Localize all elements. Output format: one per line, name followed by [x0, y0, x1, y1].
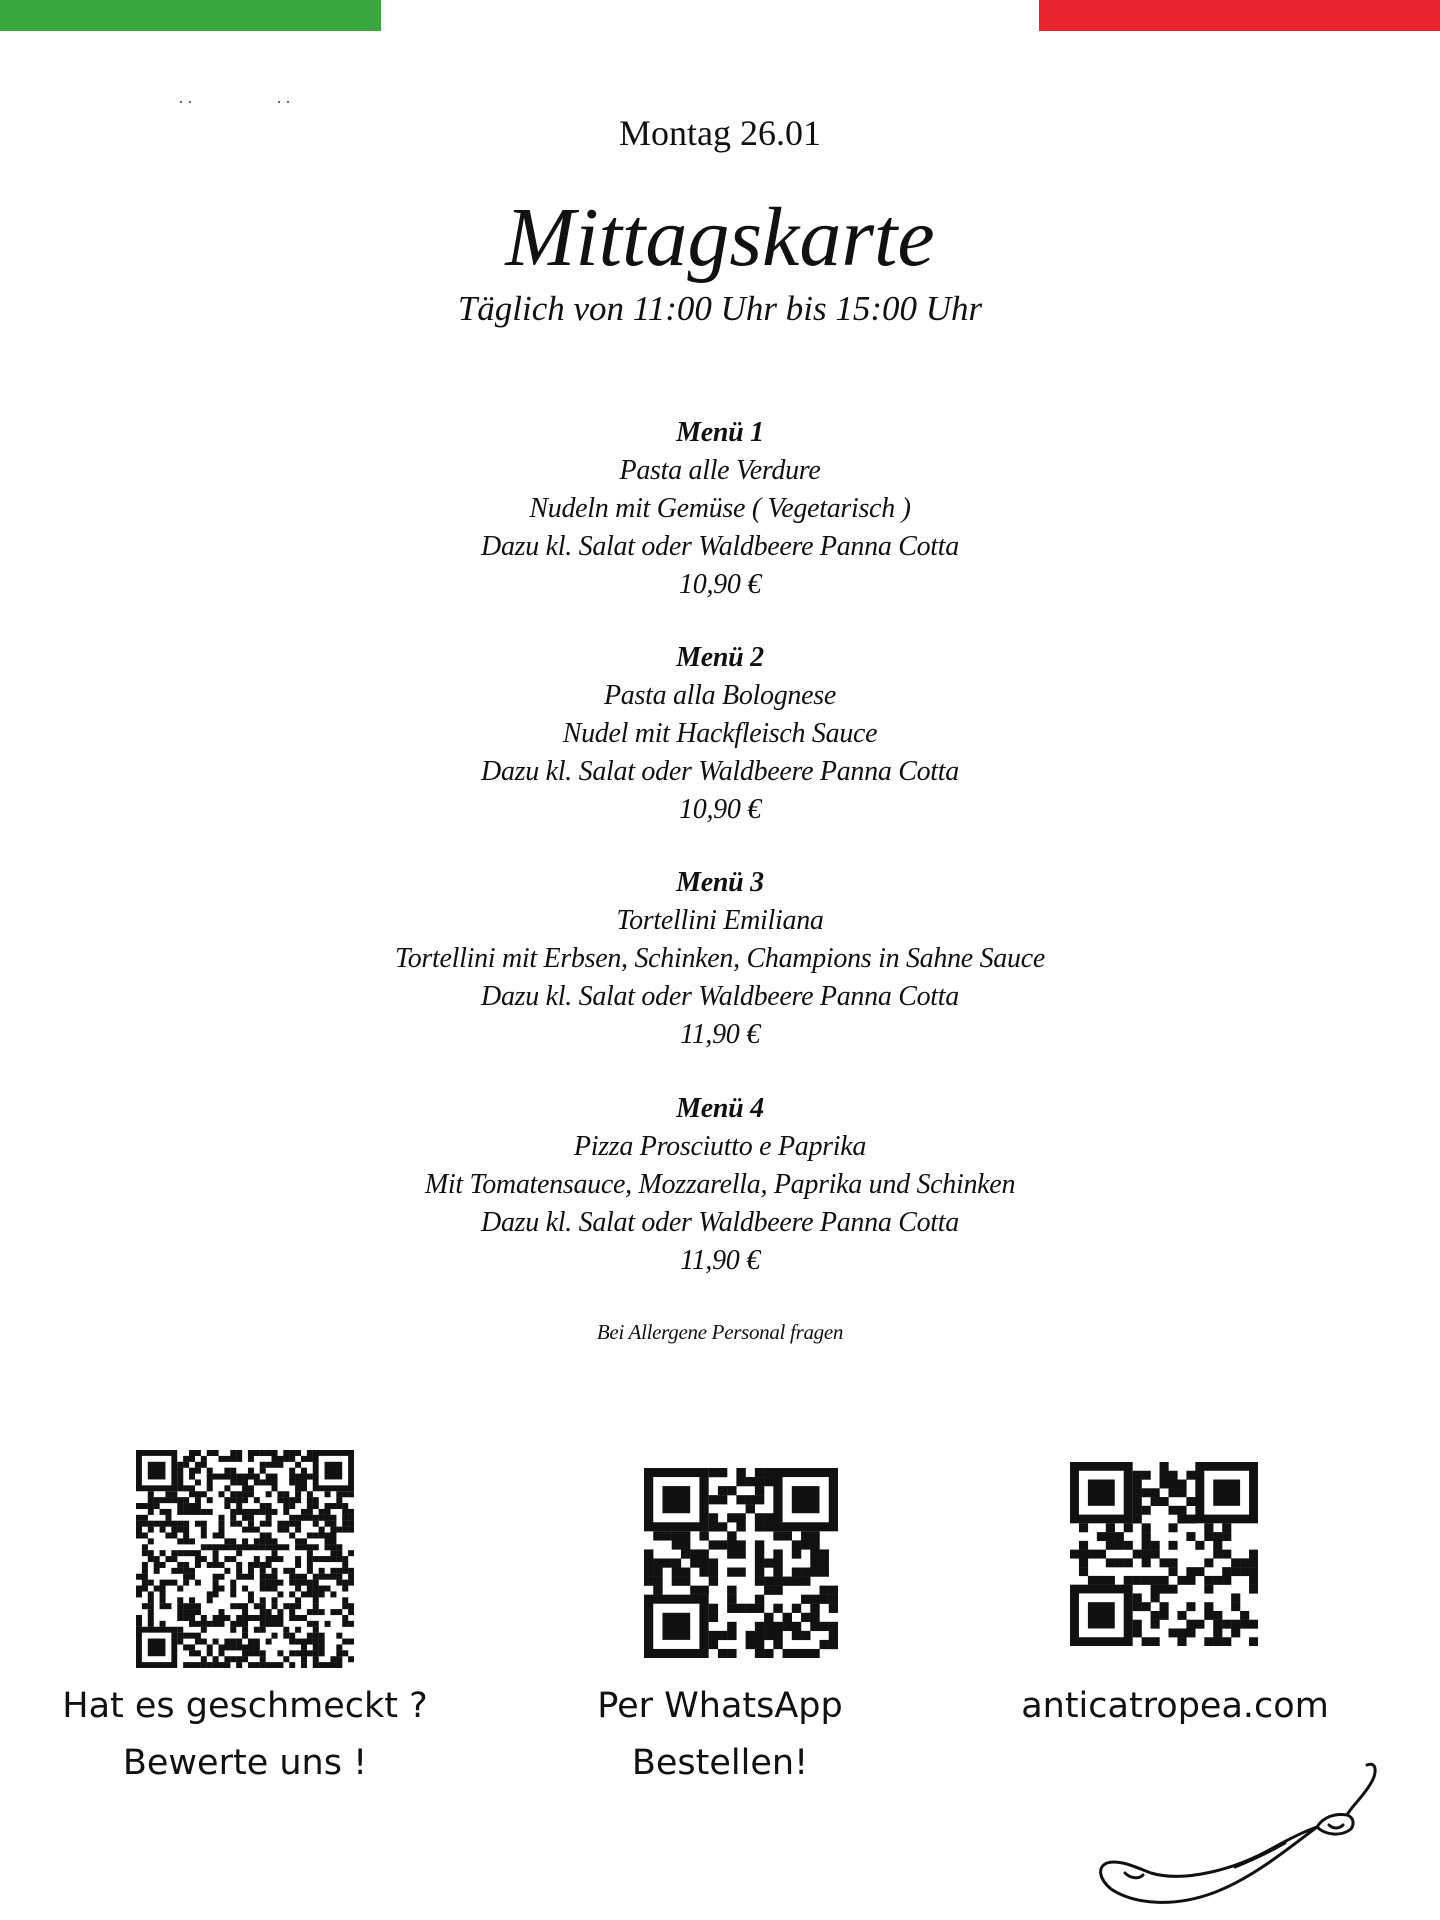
page-title: Mittagskarte: [505, 191, 935, 284]
menu-item-description: Mit Tomatensauce, Mozzarella, Paprika und Schinken: [424, 1169, 1016, 1200]
menu-item-name: Menü 2: [676, 642, 764, 673]
menu-item-name: Menü 3: [676, 867, 764, 898]
flag-stripe-red: [1039, 0, 1440, 31]
review-qr-line1: Hat es geschmeckt ?: [62, 1686, 428, 1726]
flag-stripe-green: [0, 0, 381, 31]
website-link[interactable]: anticatropea.com: [1021, 1686, 1329, 1726]
menu-item: [0, 1090, 1440, 1280]
opening-hours: Täglich von 11:00 Uhr bis 15:00 Uhr: [457, 289, 983, 328]
menu-item-side: Dazu kl. Salat oder Waldbeere Panna Cotta: [481, 756, 959, 787]
whatsapp-qr-label: [540, 1678, 900, 1792]
menu-item: [0, 414, 1440, 604]
allergen-note: Bei Allergene Personal fragen: [596, 1320, 844, 1344]
menu-item: [0, 864, 1440, 1054]
menu-item: [0, 639, 1440, 829]
review-qr-line2: Bewerte uns !: [122, 1743, 368, 1783]
menu-item-dish: Pizza Prosciutto e Paprika: [573, 1131, 867, 1162]
menu-item-side: Dazu kl. Salat oder Waldbeere Panna Cotta: [481, 1207, 959, 1238]
menu-item-price: 11,90 €: [680, 1245, 760, 1276]
menu-item-side: Dazu kl. Salat oder Waldbeere Panna Cotta: [481, 981, 959, 1012]
chili-pepper-icon: [1085, 1755, 1395, 1920]
menu-item-description: Tortellini mit Erbsen, Schinken, Champions in Sahne Sauce: [395, 943, 1045, 974]
menu-item-price: 11,90 €: [680, 1019, 760, 1050]
decorative-dots: ··: [276, 92, 294, 112]
website-qr-label: [990, 1678, 1360, 1735]
menu-item-price: 10,90 €: [679, 569, 761, 600]
qr-code-icon[interactable]: [644, 1468, 838, 1658]
qr-code-icon[interactable]: [1070, 1462, 1258, 1646]
whatsapp-qr-line2: Bestellen!: [631, 1743, 809, 1783]
menu-item-dish: Pasta alle Verdure: [619, 455, 821, 486]
menu-item-name: Menü 1: [676, 417, 764, 448]
qr-code-icon[interactable]: [136, 1450, 354, 1668]
whatsapp-qr-line1: Per WhatsApp: [597, 1686, 843, 1726]
review-qr-label: [40, 1678, 450, 1792]
menu-item-name: Menü 4: [676, 1093, 764, 1124]
menu-item-side: Dazu kl. Salat oder Waldbeere Panna Cotta: [481, 531, 959, 562]
decorative-dots: ··: [178, 92, 196, 112]
menu-item-description: Nudel mit Hackfleisch Sauce: [562, 718, 878, 749]
menu-item-description: Nudeln mit Gemüse ( Vegetarisch ): [529, 493, 911, 524]
menu-item-dish: Tortellini Emiliana: [616, 905, 824, 936]
menu-item-price: 10,90 €: [679, 794, 761, 825]
menu-item-dish: Pasta alla Bolognese: [604, 680, 836, 711]
menu-date: Montag 26.01: [619, 113, 821, 153]
